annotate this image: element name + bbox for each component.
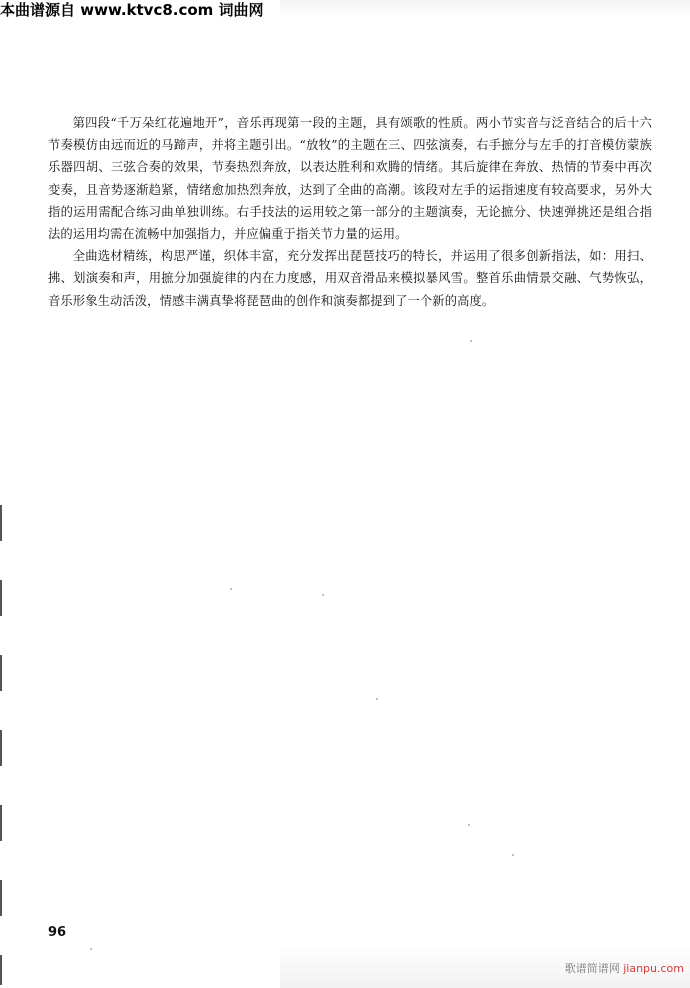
scan-edge-mark [0,655,2,691]
page-number: 96 [48,925,67,940]
scan-edge-mark [0,580,2,616]
body-text [48,112,652,312]
scan-edge-mark [0,880,2,916]
site-watermark-url: jianpu.com [623,962,684,975]
scan-shade-top [280,0,690,18]
scan-speck [376,698,378,700]
scan-speck [468,824,470,826]
source-watermark: 本曲谱源自 www.ktvc8.com 词曲网 [0,1,264,19]
paragraph-section-four: 第四段“千万朵红花遍地开”，音乐再现第一段的主题，具有颂歌的性质。两小节实音与泛音结合的后十六节奏模仿由远而近的马蹄声，并将主题引出。“放牧”的主题在三、四弦演奏，右手摭分与左手的打音模仿蒙族乐器四胡、三弦合奏的效果，节奏热烈奔放，以表达胜利和欢腾的情绪。其后旋律在奔放、热情的节奏中再次变奏，且音势逐渐趋紧，情绪愈加热烈奔放，达到了全曲的高潮。该段对左手的运指速度有较高要求，另外大指的运用需配合练习曲单独训练。右手技法的运用较之第一部分的主题演奏，无论摭分、快速弹挑还是组合指法的运用均需在流畅中加强指力，并应偏重于指关节力量的运用。 [48,116,652,242]
scan-edge-mark [0,805,2,841]
paragraph-summary: 全曲选材精练，构思严谨，织体丰富，充分发挥出琵琶技巧的特长，并运用了很多创新指法，如：用扫、拂、划演奏和声，用摭分加强旋律的内在力度感，用双音滑品来模拟暴风雪。整首乐曲情景交融、气势恢弘，音乐形象生动活泼，情感丰满真挚将琵琶曲的创作和演奏都提到了一个新的高度。 [48,249,652,308]
site-watermark [565,960,684,976]
scan-speck [230,588,232,590]
scan-speck [90,948,92,950]
scan-speck [322,594,324,596]
scan-edge-mark [0,505,2,541]
scan-edge-mark [0,955,2,985]
site-watermark-label: 歌谱简谱网 [564,962,620,975]
scan-speck [470,340,472,342]
scan-speck [512,854,514,856]
scan-edge-mark [0,730,2,766]
